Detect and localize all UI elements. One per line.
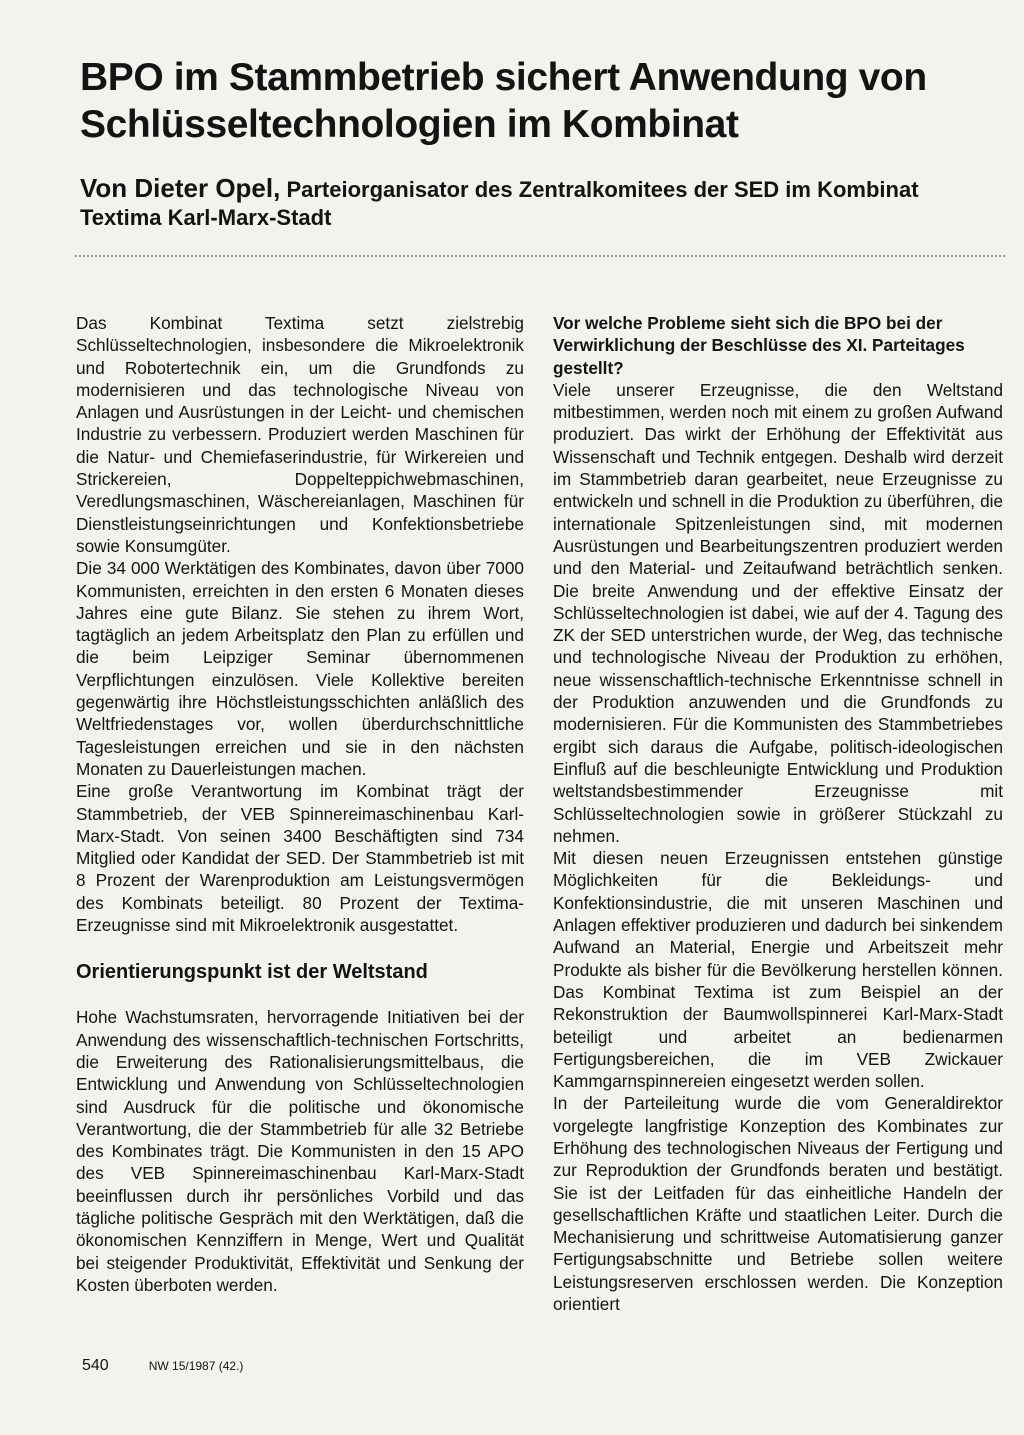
page-number: 540	[82, 1357, 109, 1374]
author-name: Von Dieter Opel,	[80, 173, 281, 203]
title-divider	[75, 255, 1005, 257]
issue-reference: NW 15/1987 (42.)	[148, 1359, 244, 1373]
paragraph: Eine große Verantwortung im Kombinat trägt der Stammbetrieb, der VEB Spinnereimaschinenbau Karl-Marx-Stadt. Von seinen 3400 Beschäftigten sind 734 Mitglied oder Kandidat der SED. Der Stammbetrieb ist mit 8 Prozent der Warenproduktion am Leistungsvermögen des Kombinats beteiligt. 80 Prozent der Textima-Erzeugnisse sind mit Mikroelektronik ausgestattet.	[76, 781, 524, 936]
paragraph: Hohe Wachstumsraten, hervorragende Initiativen bei der Anwendung des wissenschaftlich-technischen Fortschritts, die Erweiterung des Rationalisierungsmittelbaus, die Entwicklung und Anwendung von Schlüsseltechnologien sind Ausdruck für die politische und ökonomische Verantwortung, die der Stammbetrieb für alle 32 Betriebe des Kombinates trägt. Die Kommunisten in den 15 APO des VEB Spinnereimaschinenbau Karl-Marx-Stadt beeinflussen durch ihr persönliches Vorbild und das tägliche politische Gespräch mit den Werktätigen, daß die ökonomischen Kennziffern in Menge, Wert und Qualität bei steigender Produktivität, Effektivität und Senkung der Kosten überboten werden.	[76, 1007, 524, 1295]
paragraph: In der Parteileitung wurde die vom Generaldirektor vorgelegte langfristige Konzeption des Kombinates zur Erhöhung des technologischen Niveaus der Fertigung und zur Reproduktion der Grundfonds beraten und bestätigt. Sie ist der Leitfaden für das einheitliche Handeln der gesellschaftlichen Kräfte und staatlichen Leiter. Durch die Mechanisierung und schrittweise Automatisierung ganzer Fertigungsabschnitte und Betriebe sollen weitere Leistungsreserven erschlossen werden. Die Konzeption orientiert	[553, 1093, 1003, 1315]
byline	[80, 174, 980, 232]
left-column	[76, 312, 524, 1296]
right-column	[553, 312, 1003, 1315]
author-role: Parteiorganisator des Zentralkomitees der SED im Kombinat Textima Karl-Marx-Stadt	[80, 177, 919, 230]
paragraph: Die 34 000 Werktätigen des Kombinates, davon über 7000 Kommunisten, erreichten in den ersten 6 Monaten dieses Jahres eine gute Bilanz. Sie stehen zu ihrem Wort, tagtäglich an jedem Arbeitsplatz den Plan zu erfüllen und die beim Leipziger Seminar übernommenen Verpflichtungen einzulösen. Viele Kollektive bereiten gegenwärtig ihre Höchstleistungsschichten anläßlich des Weltfriedenstages vor, wollen überdurchschnittliche Tagesleistungen erreichen und sie in den nächsten Monaten zu Dauerleistungen machen.	[76, 558, 524, 779]
paragraph: Das Kombinat Textima setzt zielstrebig Schlüsseltechnologien, insbesondere die Mikroelektronik und Robotertechnik ein, um die Grundfonds zu modernisieren und das technologische Niveau von Anlagen und Ausrüstungen in der Leicht- und chemischen Industrie zu verbessern. Produziert werden Maschinen für die Natur- und Chemiefaserindustrie, für Wirkereien und Strickereien, Doppelteppichwebmaschinen, Veredlungsmaschinen, Wäschereianlagen, Maschinen für Dienstleistungseinrichtungen und Konfektionsbetriebe sowie Konsumgüter.	[76, 313, 524, 556]
page-title: BPO im Stammbetrieb sichert Anwendung von Schlüsseltechnologien im Kombinat	[80, 56, 927, 146]
paragraph: Viele unserer Erzeugnisse, die den Weltstand mitbestimmen, werden noch mit einem zu großen Aufwand produziert. Das wirkt der Erhöhung der Effektivität aus Wissenschaft und Technik entgegen. Deshalb wird derzeit im Stammbetrieb daran gearbeitet, neue Erzeugnisse zu entwickeln und schnell in die Produktion zu überführen, die internationale Spitzenleistungen sind, mit modernen Ausrüstungen und Bearbeitungszentren produziert werden und den Material- und Zeitaufwand beträchtlich senken. Die breite Anwendung und der effektive Einsatz der Schlüsseltechnologien ist dabei, wie auf der 4. Tagung des ZK der SED unterstrichen wurde, der Weg, das technische und technologische Niveau der Produktion zu erhöhen, neue wissenschaftlich-technische Erkenntnisse schnell in der Produktion anzuwenden und die Grundfonds zu modernisieren. Für die Kommunisten des Stammbetriebes ergibt sich daraus die Aufgabe, politisch-ideologischen Einfluß auf die beschleunigte Entwicklung und Produktion weltstandsbestimmender Erzeugnisse mit Schlüsseltechnologien sowie in größerer Stückzahl zu nehmen.	[553, 379, 1003, 846]
page-footer	[82, 1356, 243, 1376]
interview-question: Vor welche Probleme sieht sich die BPO bei der Verwirklichung der Beschlüsse des XI. Parteitages gestellt?	[553, 313, 965, 378]
paragraph: Mit diesen neuen Erzeugnissen entstehen günstige Möglichkeiten für die Bekleidungs- und Konfektionsindustrie, die mit unseren Maschinen und Anlagen effektiver produzieren und dadurch bei sinkendem Aufwand an Material, Energie und Arbeitszeit mehr Produkte als bisher für die Bevölkerung herstellen können. Das Kombinat Textima ist zum Beispiel an der Rekonstruktion der Baumwollspinnerei Karl-Marx-Stadt beteiligt und arbeitet an bedienarmen Fertigungsbereichen, die im VEB Zwickauer Kammgarnspinnereien eingesetzt werden sollen.	[553, 848, 1003, 1092]
section-heading: Orientierungspunkt ist der Weltstand	[76, 961, 428, 984]
